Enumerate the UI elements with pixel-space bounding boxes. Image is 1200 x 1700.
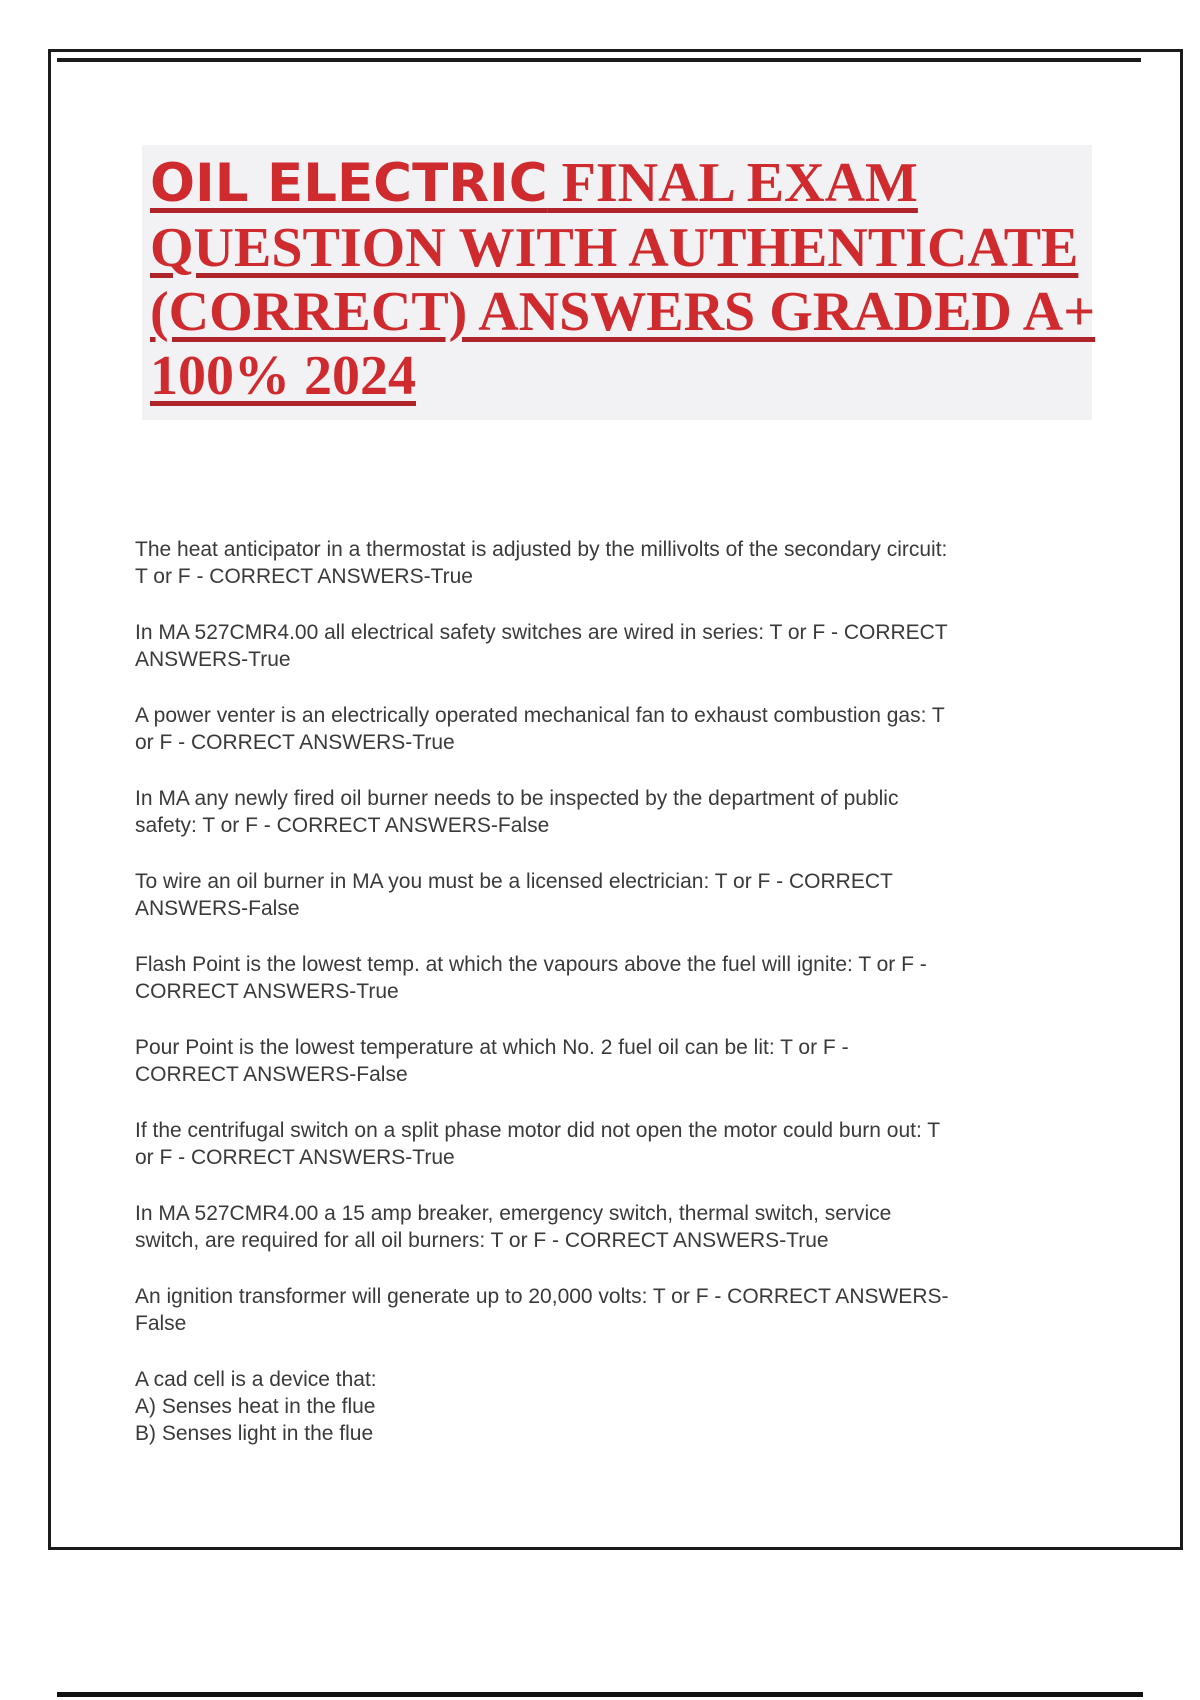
qa-line: A cad cell is a device that: bbox=[135, 1368, 377, 1391]
page-title bbox=[150, 151, 1096, 408]
qa-line: ANSWERS-False bbox=[135, 897, 300, 920]
qa-line: CORRECT ANSWERS-True bbox=[135, 980, 399, 1003]
qa-line: or F - CORRECT ANSWERS-True bbox=[135, 1146, 455, 1169]
qa-line: An ignition transformer will generate up to 20,000 volts: T or F - CORRECT ANSWERS- bbox=[135, 1285, 949, 1308]
next-page-top-border bbox=[57, 1692, 1143, 1697]
qa-line: If the centrifugal switch on a split phase motor did not open the motor could burn out: T bbox=[135, 1119, 941, 1142]
qa-paragraph bbox=[135, 868, 1095, 922]
title-line-2: QUESTION WITH AUTHENTICATE bbox=[150, 217, 1079, 279]
qa-line: In MA 527CMR4.00 all electrical safety switches are wired in series: T or F - CORRECT bbox=[135, 621, 948, 644]
qa-line: A power venter is an electrically operated mechanical fan to exhaust combustion gas: T bbox=[135, 704, 945, 727]
qa-line: switch, are required for all oil burners: T or F - CORRECT ANSWERS-True bbox=[135, 1229, 829, 1252]
qa-paragraph bbox=[135, 951, 1095, 1005]
qa-line: In MA 527CMR4.00 a 15 amp breaker, emergency switch, thermal switch, service bbox=[135, 1202, 892, 1225]
qa-paragraph bbox=[135, 1366, 1095, 1447]
title-block bbox=[142, 145, 1096, 420]
qa-line: B) Senses light in the flue bbox=[135, 1422, 374, 1445]
qa-line: To wire an oil burner in MA you must be a licensed electrician: T or F - CORRECT bbox=[135, 870, 893, 893]
title-part-oil-electric: OIL ELECTRIC bbox=[150, 153, 548, 214]
qa-paragraph bbox=[135, 1200, 1095, 1254]
qa-paragraph bbox=[135, 619, 1095, 673]
qa-line: In MA any newly fired oil burner needs to be inspected by the department of public bbox=[135, 787, 899, 810]
title-part-final-exam: FINAL EXAM bbox=[547, 152, 918, 214]
title-line-3: (CORRECT) ANSWERS GRADED A+ bbox=[150, 281, 1096, 343]
qa-line: False bbox=[135, 1312, 187, 1335]
qa-paragraph bbox=[135, 1034, 1095, 1088]
qa-line: A) Senses heat in the flue bbox=[135, 1395, 376, 1418]
title-line-1 bbox=[150, 151, 1092, 216]
qa-line: or F - CORRECT ANSWERS-True bbox=[135, 731, 455, 754]
qa-paragraph bbox=[135, 785, 1095, 839]
qa-line: Pour Point is the lowest temperature at which No. 2 fuel oil can be lit: T or F - bbox=[135, 1036, 849, 1059]
qa-line: ANSWERS-True bbox=[135, 648, 291, 671]
qa-line: T or F - CORRECT ANSWERS-True bbox=[135, 565, 473, 588]
qa-paragraph bbox=[135, 1117, 1095, 1171]
qa-line: CORRECT ANSWERS-False bbox=[135, 1063, 408, 1086]
qa-line: The heat anticipator in a thermostat is adjusted by the millivolts of the secondary circuit: bbox=[135, 538, 948, 561]
qa-list bbox=[135, 536, 1095, 1476]
qa-paragraph bbox=[135, 702, 1095, 756]
qa-line: Flash Point is the lowest temp. at which the vapours above the fuel will ignite: T or F - bbox=[135, 953, 927, 976]
header-rule bbox=[57, 58, 1141, 62]
qa-line: safety: T or F - CORRECT ANSWERS-False bbox=[135, 814, 550, 837]
title-line-4: 100% 2024 bbox=[150, 345, 416, 407]
qa-paragraph bbox=[135, 1283, 1095, 1337]
qa-paragraph bbox=[135, 536, 1095, 590]
